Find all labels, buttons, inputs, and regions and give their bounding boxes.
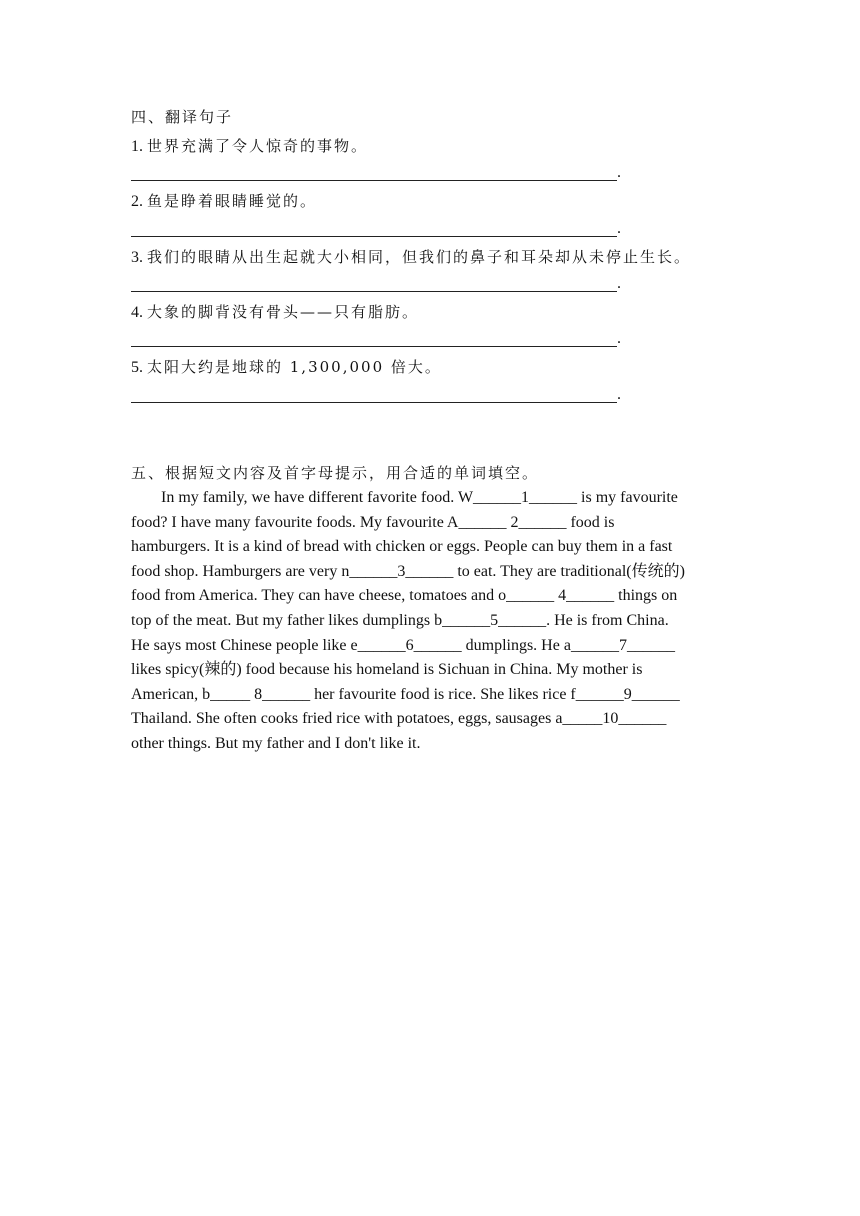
- question-number: 5.: [131, 359, 143, 376]
- question-number: 2.: [131, 193, 143, 210]
- question-2: [131, 190, 317, 211]
- question-5: [131, 356, 442, 377]
- cloze-passage: [131, 486, 731, 757]
- question-3: [131, 246, 691, 267]
- question-4: [131, 301, 419, 322]
- answer-period: .: [617, 386, 621, 403]
- answer-period: .: [617, 164, 621, 181]
- question-text: 太阳大约是地球的 1,300,000 倍大。: [147, 358, 442, 376]
- question-text: 世界充满了令人惊奇的事物。: [147, 137, 369, 155]
- passage-line: American, b_____ 8______ her favourite food is rice. She likes rice f______9______: [131, 685, 680, 703]
- passage-line: other things. But my father and I don't like it.: [131, 734, 421, 752]
- passage-line: top of the meat. But my father likes dumplings b______5______. He is from China.: [131, 611, 669, 629]
- passage-line: likes spicy(辣的) food because his homeland is Sichuan in China. My mother is: [131, 661, 643, 679]
- question-number: 4.: [131, 304, 143, 321]
- question-text: 鱼是睁着眼睛睡觉的。: [147, 192, 318, 210]
- answer-line-1[interactable]: [131, 180, 617, 181]
- question-text: 我们的眼睛从出生起就大小相同，但我们的鼻子和耳朵却从未停止生长。: [147, 248, 692, 266]
- passage-line: hamburgers. It is a kind of bread with chicken or eggs. People can buy them in a fast: [131, 538, 673, 556]
- answer-line-5[interactable]: [131, 402, 617, 403]
- question-text: 大象的脚背没有骨头——只有脂肪。: [147, 303, 420, 321]
- question-1: [131, 135, 368, 156]
- question-number: 3.: [131, 249, 143, 266]
- answer-line-4[interactable]: [131, 346, 617, 347]
- passage-line: food from America. They can have cheese, tomatoes and o______ 4______ things on: [131, 587, 678, 605]
- passage-line: food? I have many favourite foods. My favourite A______ 2______ food is: [131, 513, 615, 531]
- answer-line-3[interactable]: [131, 291, 617, 292]
- answer-period: .: [617, 220, 621, 237]
- passage-line: Thailand. She often cooks fried rice with potatoes, eggs, sausages a_____10______: [131, 710, 667, 728]
- answer-line-2[interactable]: [131, 236, 617, 237]
- section-5-heading: 五、根据短文内容及首字母提示，用合适的单词填空。: [131, 464, 540, 482]
- answer-period: .: [617, 275, 621, 292]
- question-number: 1.: [131, 138, 143, 155]
- answer-period: .: [617, 330, 621, 347]
- section-4-heading: 四、翻译句子: [131, 108, 234, 126]
- passage-line: In my family, we have different favorite food. W______1______ is my favourite: [161, 489, 678, 506]
- passage-line: He says most Chinese people like e______6______ dumplings. He a______7______: [131, 636, 675, 654]
- passage-line: food shop. Hamburgers are very n______3______ to eat. They are traditional(传统的): [131, 562, 685, 580]
